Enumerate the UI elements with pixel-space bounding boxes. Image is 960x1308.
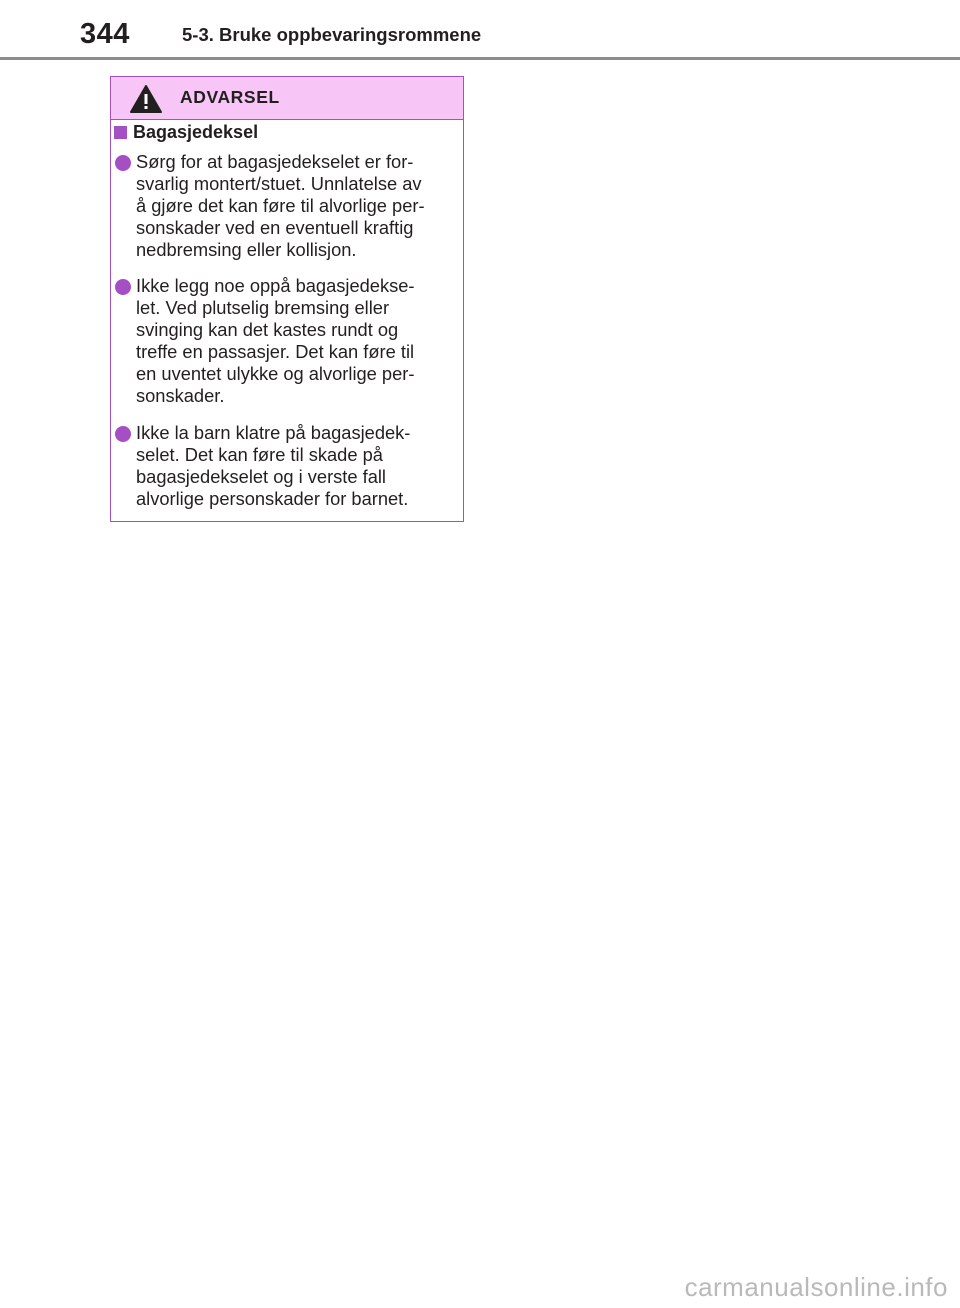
warning-bullet-text: Ikke legg noe oppå bagasjedekse- let. Ved plutselig bremsing eller svinging kan det kastes rundt og treffe en passasjer. Det kan føre til en uventet ulykke og alvorlige per- sonskader. (136, 275, 415, 406)
warning-title: ADVARSEL (180, 87, 280, 107)
warning-bullet (115, 275, 459, 407)
square-bullet-icon (114, 126, 127, 139)
warning-subheading-text: Bagasjedeksel (133, 122, 259, 142)
warning-triangle-icon (129, 84, 163, 114)
watermark[interactable]: carmanualsonline.info (684, 1272, 948, 1302)
section-title: 5-3. Bruke oppbevaringsrommene (182, 24, 482, 45)
round-bullet-icon (115, 155, 131, 171)
warning-bullet-text: Sørg for at bagasjedekselet er for- svarlig montert/stuet. Unnlatelse av å gjøre det kan føre til alvorlige per- sonskader ved en eventuell kraftig nedbremsing eller kollisjon. (136, 151, 425, 260)
warning-box (110, 76, 464, 522)
page-number: 344 (80, 18, 130, 50)
page-header (0, 0, 960, 62)
round-bullet-icon (115, 279, 131, 295)
warning-header (111, 77, 463, 120)
warning-bullet (115, 151, 459, 261)
header-divider (0, 57, 960, 60)
round-bullet-icon (115, 426, 131, 442)
warning-bullet-text: Ikke la barn klatre på bagasjedek- selet. Det kan føre til skade på bagasjedekselet og i verste fall alvorlige personskader for barnet. (136, 422, 411, 509)
warning-bullet (115, 422, 459, 510)
warning-subheading (114, 121, 258, 143)
